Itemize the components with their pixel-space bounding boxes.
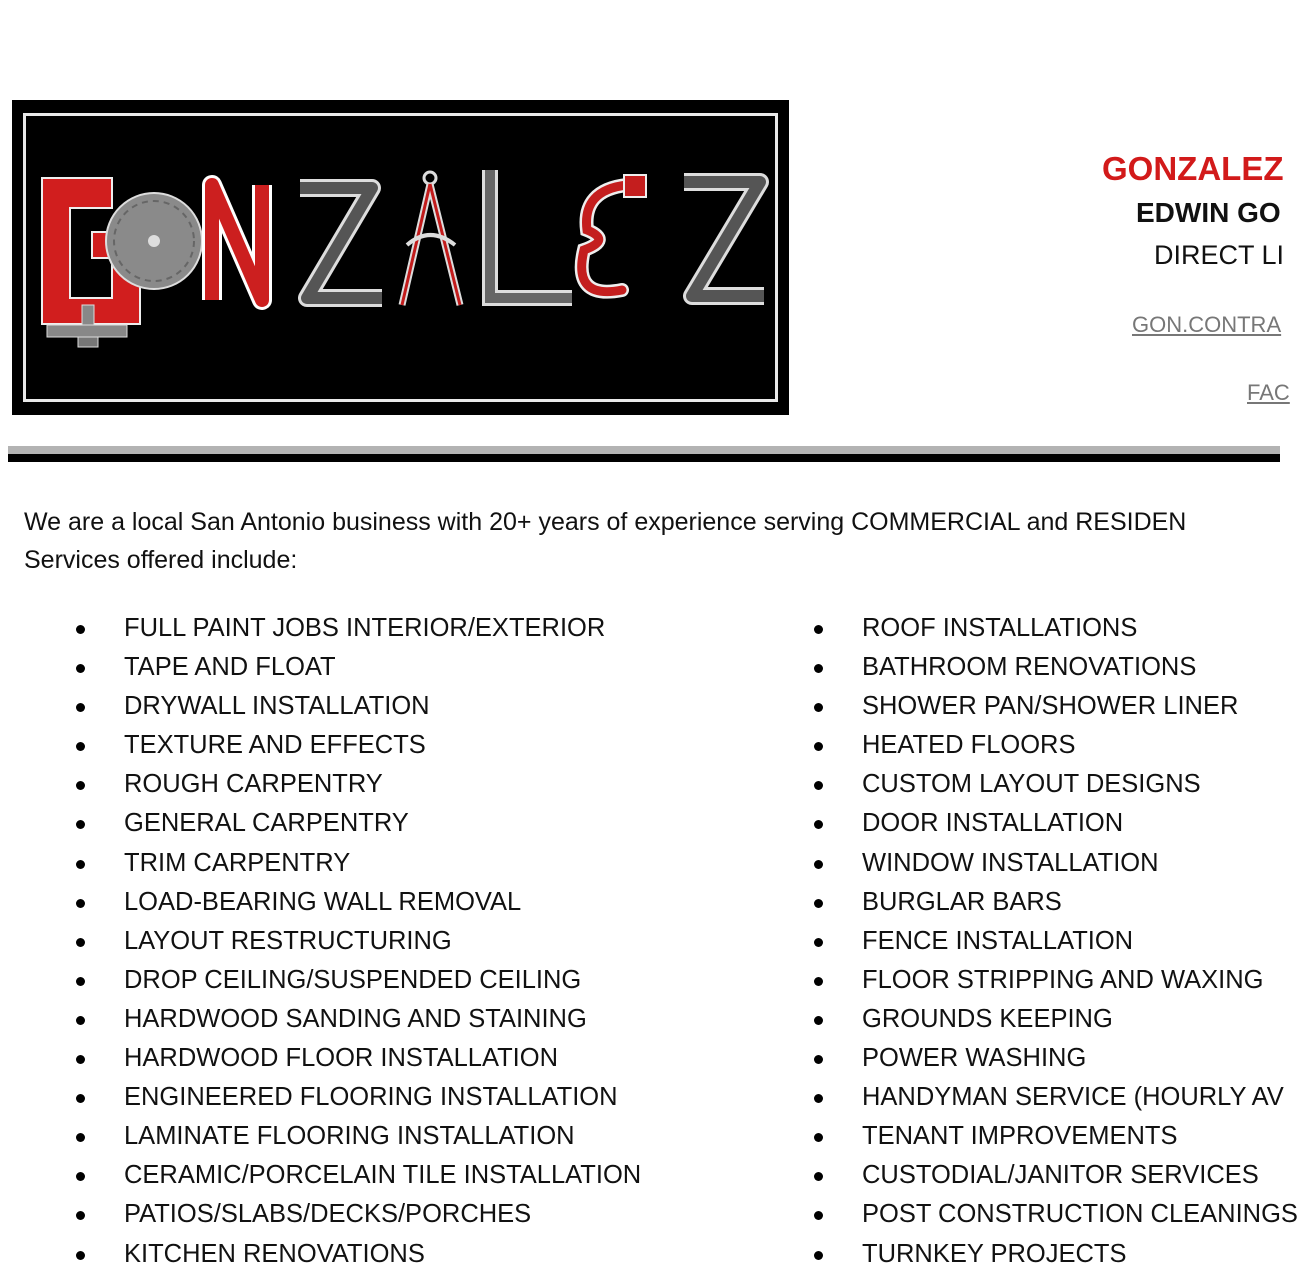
- service-label: LAMINATE FLOORING INSTALLATION: [124, 1122, 575, 1151]
- bullet-icon: [76, 938, 85, 947]
- bullet-icon: [76, 899, 85, 908]
- logo-letter-n-tape: [212, 185, 262, 300]
- service-label: WINDOW INSTALLATION: [862, 848, 1159, 877]
- bullet-icon: [814, 1251, 823, 1260]
- bullet-icon: [76, 781, 85, 790]
- website-link[interactable]: GON.CONTRA: [1132, 312, 1282, 337]
- service-label: DROP CEILING/SUSPENDED CEILING: [124, 965, 582, 994]
- service-label: KITCHEN RENOVATIONS: [124, 1239, 425, 1268]
- service-label: FLOOR STRIPPING AND WAXING: [862, 965, 1264, 994]
- service-label: POWER WASHING: [862, 1044, 1087, 1073]
- service-label: CUSTODIAL/JANITOR SERVICES: [862, 1161, 1259, 1190]
- service-label: HARDWOOD SANDING AND STAINING: [124, 1004, 587, 1033]
- company-name: GONZALEZ: [1102, 150, 1284, 187]
- bullet-icon: [814, 1055, 823, 1064]
- bullet-icon: [76, 1211, 85, 1220]
- service-label: DRYWALL INSTALLATION: [124, 692, 430, 721]
- owner-name: EDWIN GO: [1136, 197, 1281, 228]
- service-label: HEATED FLOORS: [862, 731, 1076, 760]
- service-label: LAYOUT RESTRUCTURING: [124, 926, 452, 955]
- service-label: PATIOS/SLABS/DECKS/PORCHES: [124, 1200, 532, 1229]
- service-label: TEXTURE AND EFFECTS: [124, 731, 426, 760]
- service-label: TRIM CARPENTRY: [124, 848, 351, 877]
- bullet-icon: [76, 977, 85, 986]
- logo-letter-o-sawblade: [106, 193, 202, 289]
- logo-letter-z-2: [684, 182, 764, 296]
- bullet-icon: [814, 1094, 823, 1103]
- bullet-icon: [76, 625, 85, 634]
- service-label: GENERAL CARPENTRY: [124, 809, 409, 838]
- bullet-icon: [814, 1172, 823, 1181]
- bullet-icon: [814, 1211, 823, 1220]
- service-label: DOOR INSTALLATION: [862, 809, 1124, 838]
- divider-black: [8, 454, 1280, 462]
- intro-line-1: We are a local San Antonio business with 20+ years of experience serving COMMERCIAL and RESIDEN: [24, 508, 1187, 536]
- service-label: GROUNDS KEEPING: [862, 1004, 1113, 1033]
- direct-line: DIRECT LI: [1154, 240, 1285, 270]
- service-label: FULL PAINT JOBS INTERIOR/EXTERIOR: [124, 614, 606, 642]
- service-label: TAPE AND FLOAT: [124, 653, 336, 682]
- service-label: POST CONSTRUCTION CLEANINGS: [862, 1200, 1298, 1229]
- bullet-icon: [814, 664, 823, 673]
- logo-letter-z: [300, 188, 382, 298]
- logo-letter-a-compass: [402, 172, 460, 305]
- intro-line-2: Services offered include:: [24, 546, 298, 574]
- facebook-link[interactable]: FAC: [1247, 380, 1290, 405]
- bullet-icon: [76, 664, 85, 673]
- bullet-icon: [814, 703, 823, 712]
- bullet-icon: [814, 938, 823, 947]
- service-label: TURNKEY PROJECTS: [862, 1239, 1127, 1268]
- service-label: ROUGH CARPENTRY: [124, 770, 383, 799]
- logo-letter-l-square: [490, 170, 572, 298]
- divider-gray: [8, 446, 1280, 454]
- bullet-icon: [814, 977, 823, 986]
- bullet-icon: [76, 1172, 85, 1181]
- bullet-icon: [814, 625, 823, 634]
- company-logo: [12, 100, 789, 415]
- logo-artwork: [12, 100, 789, 415]
- service-label: FENCE INSTALLATION: [862, 926, 1134, 955]
- service-label: HANDYMAN SERVICE (HOURLY AV: [862, 1083, 1284, 1112]
- logo-letter-e-cord: [582, 175, 646, 292]
- bullet-icon: [76, 703, 85, 712]
- bullet-icon: [76, 1055, 85, 1064]
- bullet-icon: [814, 781, 823, 790]
- bullet-icon: [814, 820, 823, 829]
- bullet-icon: [814, 860, 823, 869]
- bullet-icon: [76, 820, 85, 829]
- bullet-icon: [76, 1094, 85, 1103]
- service-label: ENGINEERED FLOORING INSTALLATION: [124, 1083, 618, 1112]
- bullet-icon: [76, 1016, 85, 1025]
- bullet-icon: [814, 1133, 823, 1142]
- bullet-icon: [76, 742, 85, 751]
- service-label: CUSTOM LAYOUT DESIGNS: [862, 770, 1201, 799]
- bullet-icon: [76, 860, 85, 869]
- service-label: BATHROOM RENOVATIONS: [862, 653, 1197, 682]
- service-label: CERAMIC/PORCELAIN TILE INSTALLATION: [124, 1161, 642, 1190]
- service-label: ROOF INSTALLATIONS: [862, 614, 1138, 642]
- service-label: SHOWER PAN/SHOWER LINER: [862, 692, 1239, 721]
- bullet-icon: [814, 1016, 823, 1025]
- intro-paragraph: [24, 503, 1186, 579]
- bullet-icon: [76, 1251, 85, 1260]
- service-label: LOAD-BEARING WALL REMOVAL: [124, 887, 522, 916]
- bullet-icon: [814, 742, 823, 751]
- service-label: TENANT IMPROVEMENTS: [862, 1122, 1178, 1151]
- bullet-icon: [814, 899, 823, 908]
- service-label: HARDWOOD FLOOR INSTALLATION: [124, 1044, 559, 1073]
- service-label: BURGLAR BARS: [862, 887, 1062, 916]
- bullet-icon: [76, 1133, 85, 1142]
